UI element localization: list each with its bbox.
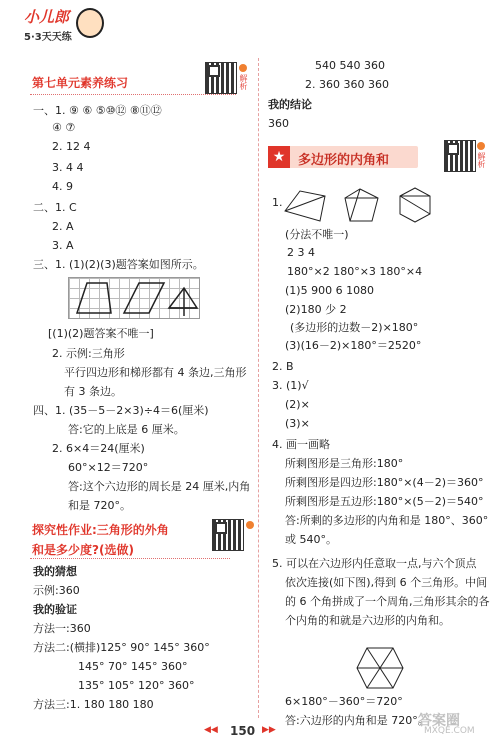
answer-line-s14: 所剩图形是三角形:180° bbox=[285, 457, 404, 470]
answer-line-s6: (2)180 少 2 bbox=[285, 303, 347, 316]
answer-line-l7: 2. A bbox=[52, 220, 74, 233]
answer-line-l15: 答:它的上底是 6 厘米。 bbox=[68, 423, 185, 436]
answer-line-e4: 方法一:360 bbox=[33, 622, 91, 635]
answer-line-e5: 方法二:(横排)125° 90° 145° 360° bbox=[33, 641, 210, 654]
answer-line-s24: 答:六边形的内角和是 720°。 bbox=[285, 714, 429, 727]
answer-line-s18: 或 540°。 bbox=[285, 533, 337, 546]
logo bbox=[24, 6, 104, 48]
answer-line-s4: 180°×2 180°×3 180°×4 bbox=[287, 265, 423, 278]
answer-line-e2: 示例:360 bbox=[33, 584, 80, 597]
answer-line-s8: (3)(16－2)×180°＝2520° bbox=[285, 339, 422, 352]
answer-line-l6: 二、1. C bbox=[33, 201, 77, 214]
grid-shapes bbox=[69, 278, 199, 318]
answer-line-l8: 3. A bbox=[52, 239, 74, 252]
answer-line-r2: 2. 360 360 360 bbox=[305, 78, 389, 91]
answer-line-s21: 的 6 个角拼成了一个周角,三角形其余的各 bbox=[285, 595, 490, 608]
answer-line-s11: (2)× bbox=[285, 398, 310, 411]
answer-line-s23: 6×180°－360°＝720° bbox=[285, 695, 403, 708]
answer-line-l2: ④ ⑦ bbox=[52, 121, 76, 134]
answer-line-e3: 我的验证 bbox=[33, 603, 77, 616]
page-number: 150 bbox=[230, 724, 256, 738]
answer-line-s12: (3)× bbox=[285, 417, 310, 430]
answer-line-s22: 个内角的和就是六边形的内角和。 bbox=[285, 614, 450, 627]
watermark: 答案圈 bbox=[418, 713, 460, 729]
column-divider bbox=[258, 58, 259, 718]
answer-line-l3: 2. 12 4 bbox=[52, 140, 91, 153]
answer-line-s10: 3. (1)√ bbox=[272, 379, 309, 392]
answer-line-s17: 答:所剩的多边形的内角和是 180°、360° bbox=[285, 514, 489, 527]
answer-line-s9: 2. B bbox=[272, 360, 294, 373]
answer-line-l14: 四、1. (35－5－2×3)÷4＝6(厘米) bbox=[33, 404, 209, 417]
qr-code-icon bbox=[205, 62, 237, 94]
answer-line-s1: 1. bbox=[272, 196, 283, 209]
answer-line-l1: 一、1. ⑨ ⑥ ⑤⑩⑫ ⑧⑪⑫ bbox=[33, 104, 162, 117]
answer-line-s7: (多边形的边数－2)×180° bbox=[290, 321, 419, 334]
jiexi-dot-icon-3 bbox=[477, 142, 485, 150]
answer-line-s16: 所剩图形是五边形:180°×(5－2)＝540° bbox=[285, 495, 484, 508]
answer-line-s5: (1)5 900 6 1080 bbox=[285, 284, 375, 297]
star-icon: ★ bbox=[268, 146, 290, 168]
answer-line-s3: 2 3 4 bbox=[287, 246, 315, 259]
answer-line-r4: 360 bbox=[268, 117, 289, 130]
answer-line-l10: [(1)(2)题答案不唯一] bbox=[48, 327, 154, 340]
answer-line-l9: 三、1. (1)(2)(3)题答案如图所示。 bbox=[33, 258, 204, 271]
answer-line-l18: 答:这个六边形的周长是 24 厘米,内角 bbox=[68, 480, 251, 493]
explore-underline bbox=[30, 558, 230, 559]
answer-line-s20: 依次连接(如下图),得到 6 个三角形。中间 bbox=[285, 576, 488, 589]
jiexi-label: 解析 bbox=[239, 74, 248, 90]
explore-title-1: 探究性作业:三角形的外角 bbox=[32, 523, 169, 537]
answer-line-e8: 方法三:1. 180 180 180 bbox=[33, 698, 154, 711]
unit-title: 第七单元素养练习 bbox=[32, 76, 129, 90]
logo-subtitle: 5·3天天练 bbox=[24, 32, 72, 43]
answer-line-l13: 有 3 条边。 bbox=[64, 385, 122, 398]
answer-line-l16: 2. 6×4＝24(厘米) bbox=[52, 442, 145, 455]
answer-line-r1: 540 540 360 bbox=[315, 59, 385, 72]
answer-line-s13: 4. 画一画略 bbox=[272, 438, 330, 451]
answer-line-l4: 3. 4 4 bbox=[52, 161, 84, 174]
answer-line-e1: 我的猜想 bbox=[33, 565, 77, 578]
answer-line-l11: 2. 示例:三角形 bbox=[52, 347, 125, 360]
answer-line-s15: 所剩图形是四边形:180°×(4－2)＝360° bbox=[285, 476, 484, 489]
jiexi-label-3: 解析 bbox=[477, 152, 486, 168]
answer-line-s19: 5. 可以在六边形内任意取一点,与六个顶点 bbox=[272, 557, 477, 570]
answer-line-l17: 60°×12＝720° bbox=[68, 461, 149, 474]
grid-figure bbox=[68, 277, 200, 319]
unit-title-underline bbox=[30, 94, 236, 95]
mascot-icon bbox=[76, 8, 104, 38]
answer-line-l12: 平行四边形和梯形都有 4 条边,三角形 bbox=[64, 366, 247, 379]
polygon-divisions bbox=[280, 186, 440, 226]
explore-title-2: 和是多少度?(选做) bbox=[32, 543, 134, 557]
answer-line-l19: 和是 720°。 bbox=[68, 499, 131, 512]
qr-code-icon-3 bbox=[444, 140, 476, 172]
prev-arrow-icon[interactable]: ◀◀ bbox=[204, 725, 218, 735]
qr-code-icon-2 bbox=[212, 519, 244, 551]
next-arrow-icon[interactable]: ▶▶ bbox=[262, 725, 276, 735]
jiexi-dot-icon bbox=[239, 64, 247, 72]
logo-brand: 小儿郎 bbox=[24, 8, 70, 26]
answer-line-r3: 我的结论 bbox=[268, 98, 312, 111]
answer-line-s2: (分法不唯一) bbox=[285, 228, 349, 241]
section-title: 多边形的内角和 bbox=[298, 153, 390, 168]
answer-line-e7: 135° 105° 120° 360° bbox=[78, 679, 195, 692]
hexagon-figure bbox=[355, 646, 405, 690]
answer-line-l5: 4. 9 bbox=[52, 180, 73, 193]
answer-line-e6: 145° 70° 145° 360° bbox=[78, 660, 188, 673]
jiexi-dot-icon-2 bbox=[246, 521, 254, 529]
watermark-url: MXQE.COM bbox=[424, 726, 475, 736]
